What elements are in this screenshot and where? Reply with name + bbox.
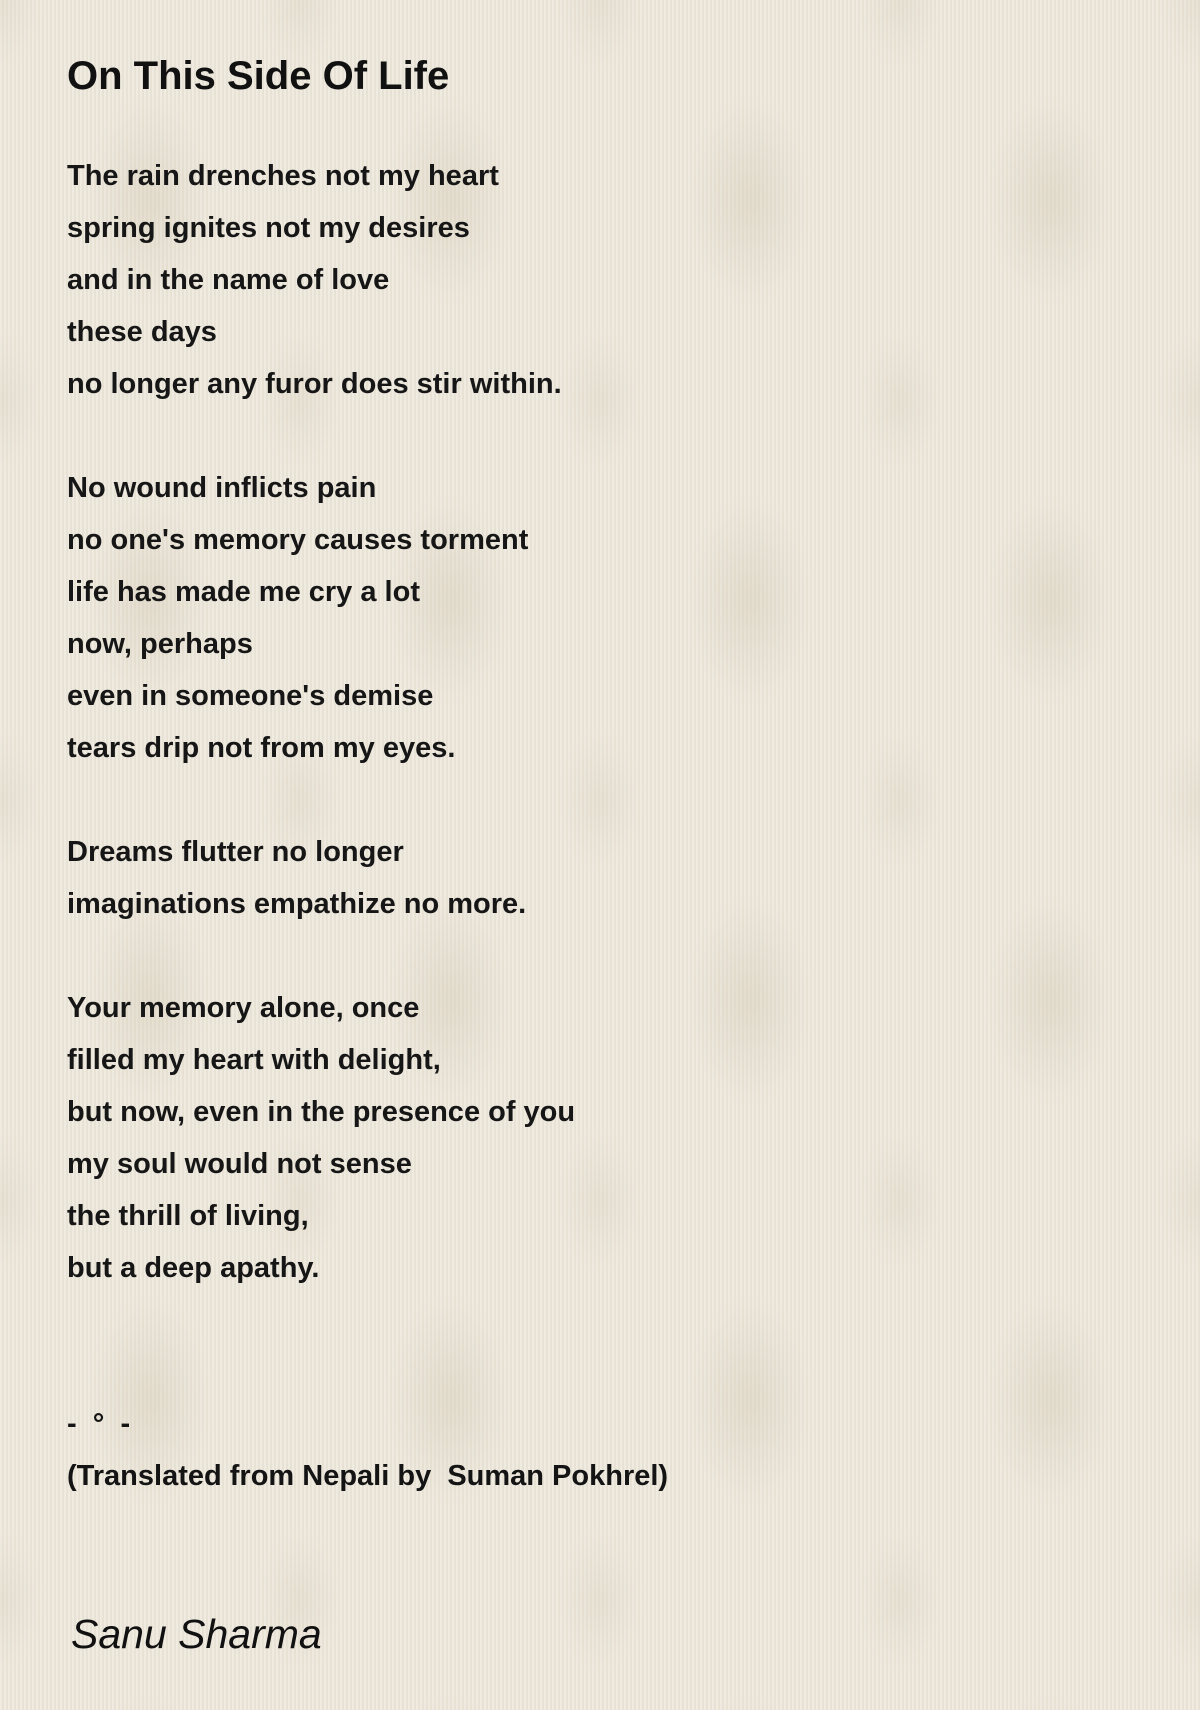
poem-line: but a deep apathy.: [67, 1252, 320, 1284]
translation-credit: (Translated from Nepali by Suman Pokhrel): [67, 1460, 669, 1492]
poem-line: now, perhaps: [67, 628, 253, 660]
poem-line: even in someone's demise: [67, 680, 434, 712]
stanza: [67, 462, 1067, 774]
poem-separator: - ° -: [67, 1408, 131, 1440]
poem-line: Your memory alone, once: [67, 992, 420, 1024]
poem-line: filled my heart with delight,: [67, 1044, 441, 1076]
poem-line: life has made me cry a lot: [67, 576, 420, 608]
poem-line: imaginations empathize no more.: [67, 888, 527, 920]
poem-body: [67, 150, 1067, 1346]
poem-line: the thrill of living,: [67, 1200, 309, 1232]
poem-author: Sanu Sharma: [71, 1611, 322, 1657]
poem-line: and in the name of love: [67, 264, 390, 296]
poem-line: spring ignites not my desires: [67, 212, 470, 244]
poem-line: but now, even in the presence of you: [67, 1096, 576, 1128]
poem-line: my soul would not sense: [67, 1148, 412, 1180]
poem-line: The rain drenches not my heart: [67, 160, 499, 192]
poem-line: No wound inflicts pain: [67, 472, 377, 504]
poem-line: Dreams flutter no longer: [67, 836, 404, 868]
poem-line: no one's memory causes torment: [67, 524, 529, 556]
stanza: [67, 826, 1067, 930]
poem-line: these days: [67, 316, 217, 348]
stanza: [67, 982, 1067, 1294]
poem-line: tears drip not from my eyes.: [67, 732, 456, 764]
poem-line: no longer any furor does stir within.: [67, 368, 562, 400]
stanza: [67, 150, 1067, 410]
poem-title: On This Side Of Life: [67, 54, 450, 98]
